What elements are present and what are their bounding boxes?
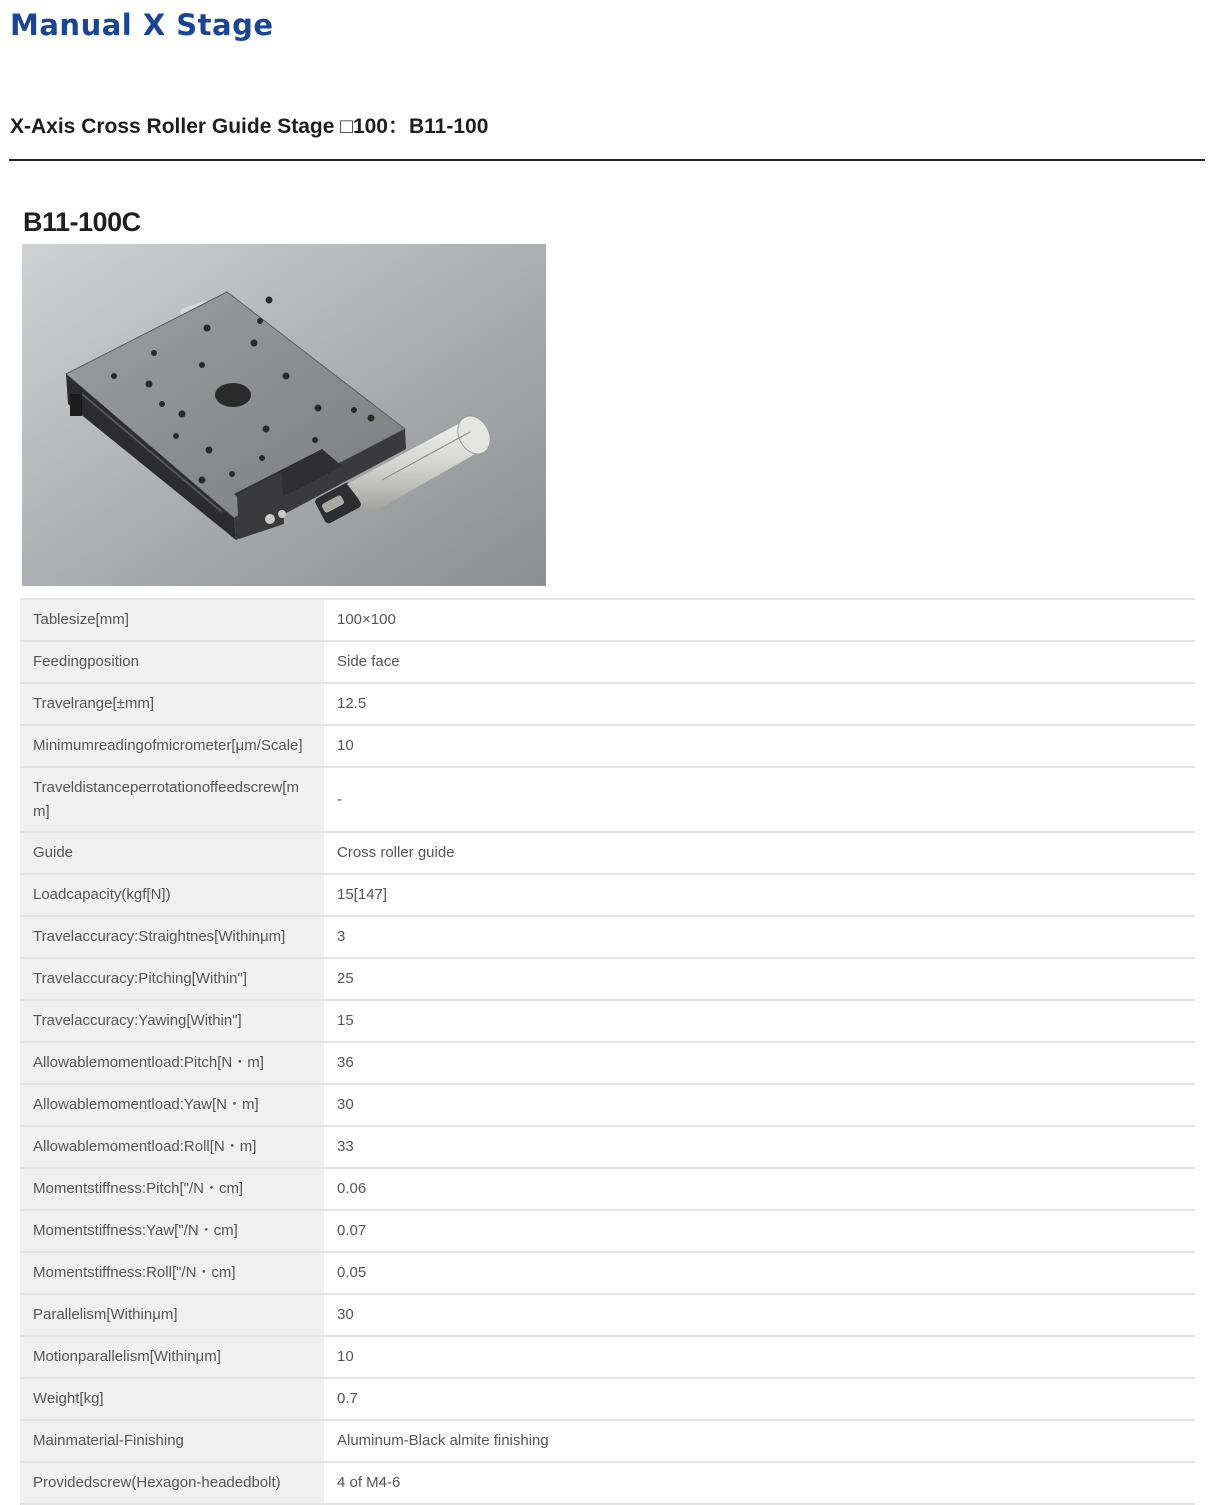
- spec-value: 3: [324, 916, 1195, 958]
- spec-value: 0.05: [324, 1252, 1195, 1294]
- spec-value: Aluminum-Black almite finishing: [324, 1420, 1195, 1462]
- product-subtitle: X-Axis Cross Roller Guide Stage □100：B11-100: [10, 115, 489, 138]
- spec-value: 33: [324, 1126, 1195, 1168]
- table-row: [20, 874, 1195, 916]
- table-row: [20, 916, 1195, 958]
- spec-value: 15[147]: [324, 874, 1195, 916]
- table-row: [20, 958, 1195, 1000]
- table-row: [20, 1378, 1195, 1420]
- spec-label: Momentstiffness:Yaw["/N・cm]: [20, 1210, 324, 1252]
- spec-label: Parallelism[Withinμm]: [20, 1294, 324, 1336]
- spec-label: Allowablemomentload:Yaw[N・m]: [20, 1084, 324, 1126]
- table-row: [20, 599, 1195, 641]
- spec-label: Traveldistanceperrotationoffeedscrew[mm]: [20, 767, 324, 832]
- spec-value: 30: [324, 1294, 1195, 1336]
- spec-value: 10: [324, 1336, 1195, 1378]
- spec-label: Travelrange[±mm]: [20, 683, 324, 725]
- table-row: [20, 1168, 1195, 1210]
- spec-label: Loadcapacity(kgf[N]): [20, 874, 324, 916]
- table-row: [20, 1252, 1195, 1294]
- spec-value: 15: [324, 1000, 1195, 1042]
- page-title: Manual X Stage: [10, 8, 274, 42]
- product-photo: [22, 244, 546, 586]
- spec-value: 4 of M4-6: [324, 1462, 1195, 1504]
- spec-label: Allowablemomentload:Roll[N・m]: [20, 1126, 324, 1168]
- table-row: [20, 1294, 1195, 1336]
- spec-label: Allowablemomentload:Pitch[N・m]: [20, 1042, 324, 1084]
- table-row: [20, 1210, 1195, 1252]
- spec-value: 12.5: [324, 683, 1195, 725]
- table-row: [20, 1000, 1195, 1042]
- table-row: [20, 641, 1195, 683]
- spec-label: Feedingposition: [20, 641, 324, 683]
- spec-value: -: [324, 767, 1195, 832]
- table-row: [20, 725, 1195, 767]
- spec-label: Minimumreadingofmicrometer[μm/Scale]: [20, 725, 324, 767]
- spec-label: Mainmaterial-Finishing: [20, 1420, 324, 1462]
- spec-value: 30: [324, 1084, 1195, 1126]
- spec-label: Travelaccuracy:Straightnes[Withinμm]: [20, 916, 324, 958]
- spec-value: Cross roller guide: [324, 832, 1195, 874]
- spec-label: Guide: [20, 832, 324, 874]
- spec-value: 0.07: [324, 1210, 1195, 1252]
- model-number: B11-100C: [23, 207, 141, 237]
- spec-value: 10: [324, 725, 1195, 767]
- spec-value: 36: [324, 1042, 1195, 1084]
- table-row: [20, 767, 1195, 832]
- spec-value: 0.7: [324, 1378, 1195, 1420]
- table-row: [20, 1420, 1195, 1462]
- spec-label: Travelaccuracy:Yawing[Within"]: [20, 1000, 324, 1042]
- table-row: [20, 1336, 1195, 1378]
- spec-value: Side face: [324, 641, 1195, 683]
- spec-label: Momentstiffness:Pitch["/N・cm]: [20, 1168, 324, 1210]
- spec-label: Tablesize[mm]: [20, 599, 324, 641]
- spec-value: 0.06: [324, 1168, 1195, 1210]
- spec-label: Motionparallelism[Withinμm]: [20, 1336, 324, 1378]
- spec-label: Travelaccuracy:Pitching[Within"]: [20, 958, 324, 1000]
- section-divider: [9, 159, 1205, 161]
- spec-value: 25: [324, 958, 1195, 1000]
- specifications-table: [20, 598, 1195, 1505]
- table-row: [20, 683, 1195, 725]
- table-row: [20, 1126, 1195, 1168]
- table-row: [20, 832, 1195, 874]
- table-row: [20, 1084, 1195, 1126]
- spec-value: 100×100: [324, 599, 1195, 641]
- table-row: [20, 1462, 1195, 1504]
- spec-label: Momentstiffness:Roll["/N・cm]: [20, 1252, 324, 1294]
- spec-label: Weight[kg]: [20, 1378, 324, 1420]
- table-row: [20, 1042, 1195, 1084]
- spec-label: Providedscrew(Hexagon-headedbolt): [20, 1462, 324, 1504]
